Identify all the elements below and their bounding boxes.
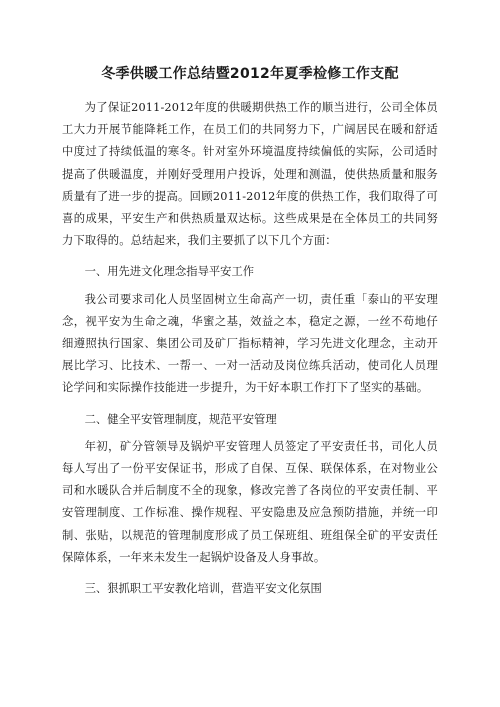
section-2-paragraph: 年初，矿分管领导及锅炉平安管理人员签定了平安责任书，司化人员每人写出了一份平安保证书，形成了自保、互保、联保体系，在对物业公司和水暖队合并后制度不全的现象，修改完善了各岗位的平安责任制、平安管理制度、工作标准、操作规程、平安隐患及应急预防措施，并统一印制、张贴，以规范的管理制度形成了员工保班组、班组保全矿的平安责任保障体系，一年来未发生一起锅炉设备及人身事故。: [62, 439, 438, 564]
section-2-heading: 二、健全平安管理制度，规范平安管理: [84, 412, 277, 426]
section-1-paragraph: 我公司要求司化人员坚固树立生命高产一切，责任重「泰山的平安理念，视平安为生命之魂，华蜜之基，效益之本，稳定之源，一丝不苟地仔细遵照执行国家、集团公司及矿厂指标精神，学习先进文化理念，主动开展比学习、比技术、一帮一、一对一活动及岗位练兵活动，使司化人员理论学问和实际操作技能进一步提升，为干好本职工作打下了坚实的基础。: [62, 292, 438, 395]
document-title: 冬季供暖工作总结暨2012年夏季检修工作支配: [101, 66, 399, 82]
section-1-heading: 一、用先进文化理念指导平安工作: [84, 265, 255, 279]
intro-paragraph: 为了保证2011-2012年度的供暖期供热工作的顺当进行，公司全体员工大力开展节能降耗工作，在员工们的共同努力下，广阔居民在暖和舒适中度过了持续低温的寒冬。针对室外环境温度持续偏低的实际，公司适时提高了供暖温度，并刚好受理用户投诉，处理和测温，使供热质量和服务质量有了进一步的提高。回顾2011-2012年度的供热工作，我们取得了可喜的成果，平安生产和供热质量双达标。这些成果是在全体员工的共同努力下取得的。总结起来，我们主要抓了以下几个方面：: [62, 101, 438, 248]
section-3-heading: 三、狠抓职工平安教化培训，营造平安文化氛围: [84, 582, 322, 596]
document-body: [62, 97, 438, 605]
